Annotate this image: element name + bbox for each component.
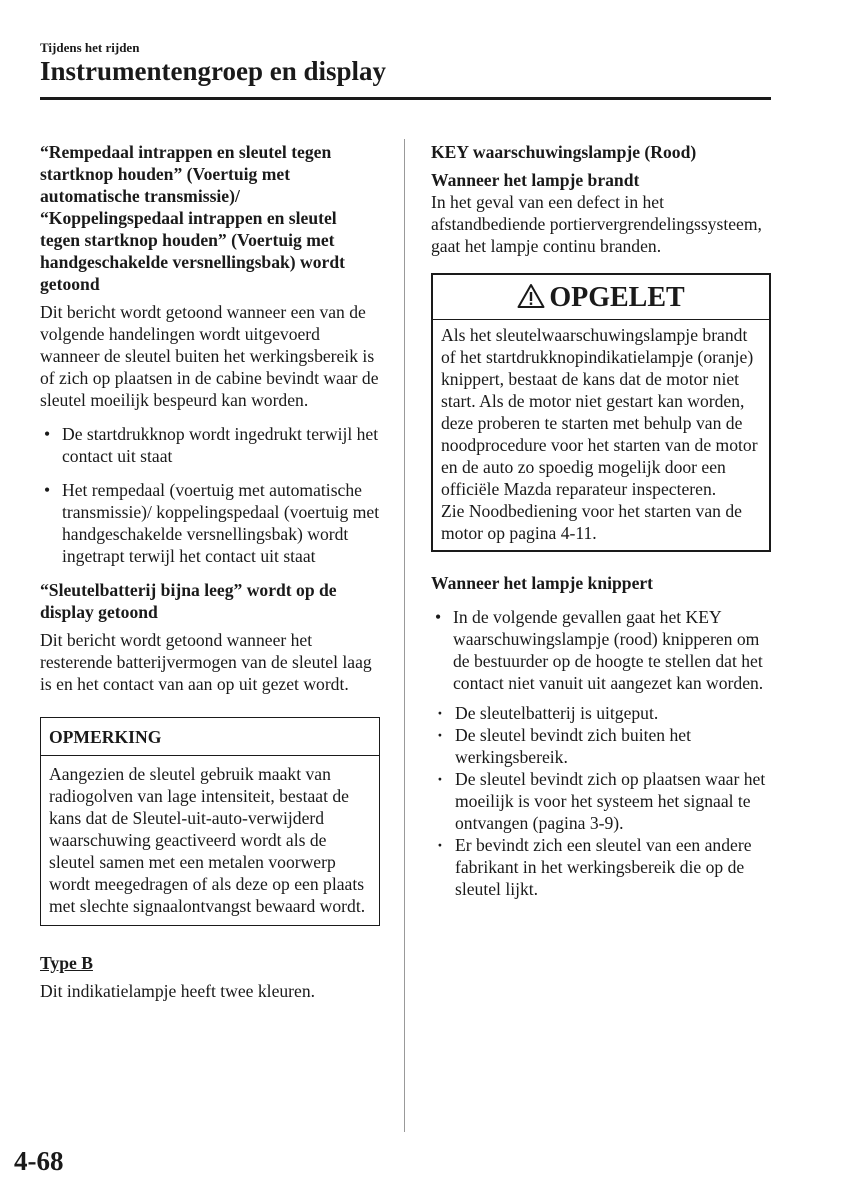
caution-reference: Zie Noodbediening voor het starten van de motor op pagina 4-11. [441, 501, 742, 543]
list-item: • De startdrukknop wordt ingedrukt terwijl het contact uit staat [40, 423, 380, 467]
title-rule [40, 97, 771, 100]
caution-text: Als het sleutelwaarschuwingslampje brandt of het startdrukknopindikatielampje (oranje) knippert, bestaat de kans dat de motor niet start. Als de motor niet gestart kan worden, deze proberen te starten met behulp van de noodprocedure voor het starten van de motor en de auto zo spoedig mogelijk door een officiële Mazda reparateur inspecteren. [441, 325, 758, 499]
warning-triangle-icon [517, 283, 545, 309]
heading-lamp-on: Wanneer het lampje brandt [431, 170, 640, 190]
heading-battery-message: “Sleutelbatterij bijna leeg” wordt op de display getoond [40, 580, 337, 622]
paragraph-lamp-on: In het geval van een defect in het afstandbediende portiervergrendelingssysteem, gaat het lampje continu branden. [431, 192, 762, 256]
column-divider [404, 139, 405, 1132]
page-number: 4-68 [14, 1146, 64, 1176]
type-b-heading: Type B [40, 953, 93, 973]
caution-header [433, 275, 769, 320]
sub-list-item: · De sleutel bevindt zich op plaatsen waar het moeilijk is voor het systeem het signaal te ontvangen (pagina 3-9). [431, 768, 771, 834]
note-text: Aangezien de sleutel gebruik maakt van radiogolven van lage intensiteit, bestaat de kans dat de Sleutel-uit-auto-verwijderd waarschuwing geactiveerd wordt als de sleutel samen met een metalen voorwerp wordt meegedragen of als deze op een plaats met slechte signaalontvangst bewaard wordt. [49, 764, 366, 916]
paragraph-battery-message: Dit bericht wordt getoond wanneer het resterende batterijvermogen van de sleutel laag is en het contact van aan op uit gezet wordt. [40, 630, 372, 694]
paragraph-type-b: Dit indikatielampje heeft twee kleuren. [40, 981, 316, 1001]
heading-brake-message: “Rempedaal intrappen en sleutel tegen startknop houden” (Voertuig met automatische transmissie)/ “Koppelingspedaal intrappen en sleutel tegen startknop houden” (Voertuig met handgeschakelde versnellingsbak) wordt getoond [40, 142, 345, 294]
note-title: OPMERKING [41, 718, 379, 756]
heading-lamp-blinks: Wanneer het lampje knippert [431, 573, 654, 593]
heading-key-warning: KEY waarschuwingslampje (Rood) [431, 142, 697, 162]
caution-body [433, 320, 769, 550]
caution-box [431, 273, 771, 552]
sub-list-item: · De sleutelbatterij is uitgeput. [431, 702, 771, 724]
sub-list-item: · Er bevindt zich een sleutel van een andere fabrikant in het werkingsbereik die op de sleutel lijkt. [431, 834, 771, 900]
section-label: Tijdens het rijden [40, 40, 140, 55]
bullet-list [431, 606, 771, 694]
right-column [431, 141, 771, 900]
list-item: • In de volgende gevallen gaat het KEY waarschuwingslampje (rood) knipperen om de bestuurder op de hoogte te stellen dat het contact niet vanuit uit aangezet kan worden. [431, 606, 771, 694]
sub-list-item: · De sleutel bevindt zich buiten het werkingsbereik. [431, 724, 771, 768]
list-item: • Het rempedaal (voertuig met automatische transmissie)/ koppelingspedaal (voertuig met handgeschakelde versnellingsbak) wordt ingetrapt terwijl het contact uit staat [40, 479, 380, 567]
sub-bullet-list [431, 702, 771, 900]
left-column [40, 141, 380, 1002]
paragraph-brake-message: Dit bericht wordt getoond wanneer een van de volgende handelingen wordt uitgevoerd wanneer de sleutel buiten het werkingsbereik is of zich op plaatsen in de cabine bevindt waar de sleutel moeilijk bespeurd kan worden. [40, 302, 379, 410]
page-title: Instrumentengroep en display [40, 56, 387, 86]
caution-title: OPGELET [549, 282, 685, 313]
note-box [40, 717, 380, 926]
bullet-list [40, 423, 380, 567]
